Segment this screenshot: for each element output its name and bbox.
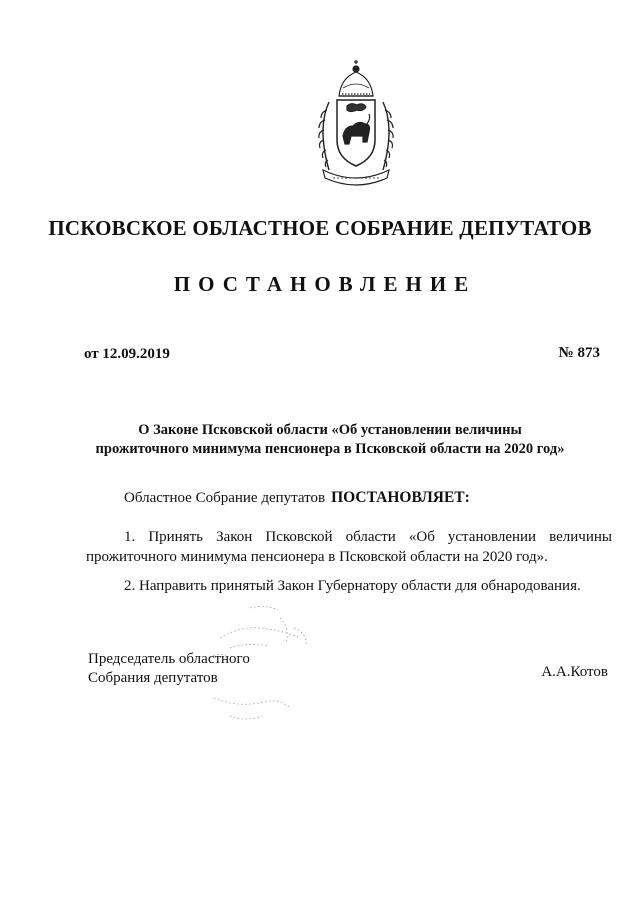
preamble	[124, 489, 470, 507]
resolution-item-1: 1. Принять Закон Псковской области «Об установлении величины прожиточного минимума пенсионера в Псковской области на 2020 год».	[86, 529, 612, 565]
pskov-coat-of-arms-icon	[293, 58, 419, 198]
resolution-item-2: 2. Направить принятый Закон Губернатору области для обнародования.	[124, 578, 581, 594]
document-number: № 873	[558, 345, 600, 361]
document-type-heading: ПОСТАНОВЛЕНИЕ	[173, 272, 477, 296]
position-line-2: Собрания депутатов	[88, 670, 218, 686]
organization-title: ПСКОВСКОЕ ОБЛАСТНОЕ СОБРАНИЕ ДЕПУТАТОВ	[48, 216, 592, 240]
document-subject	[60, 421, 600, 459]
preamble-decree: ПОСТАНОВЛЯЕТ:	[331, 489, 470, 506]
subject-line-1: О Законе Псковской области «Об установлении величины	[138, 422, 522, 438]
signatory-name: А.А.Котов	[541, 664, 608, 680]
signatory-position	[88, 650, 250, 688]
subject-line-2: прожиточного минимума пенсионера в Псковской области на 2020 год»	[95, 441, 565, 457]
document-date: от 12.09.2019	[84, 346, 170, 362]
preamble-text: Областное Собрание депутатов	[124, 490, 326, 506]
position-line-1: Председатель областного	[88, 651, 250, 667]
